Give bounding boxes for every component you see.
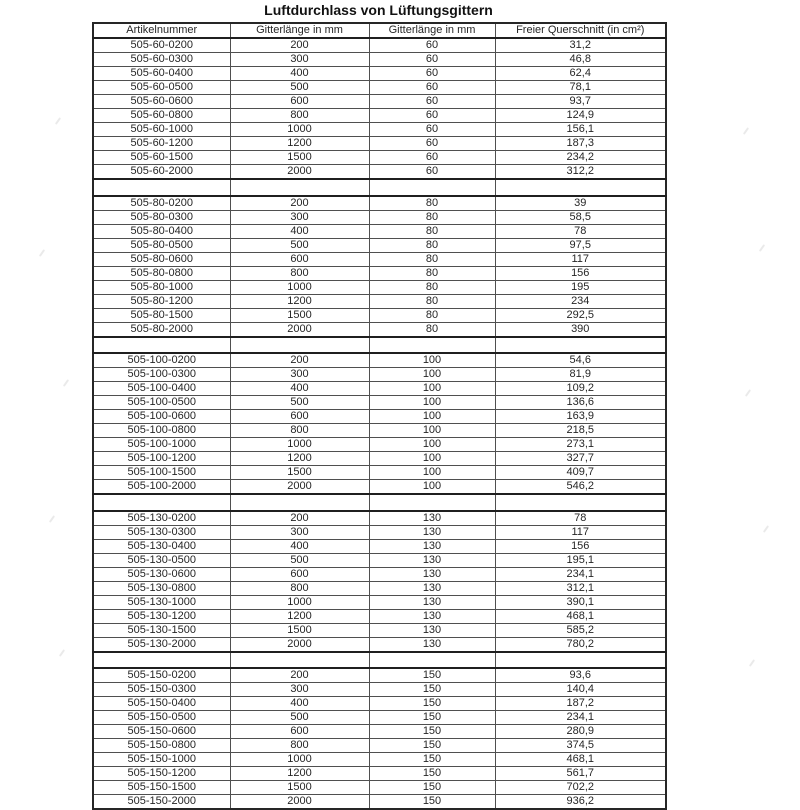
table-cell: 1200 [230,452,369,466]
table-cell: 505-100-2000 [93,480,230,495]
table-cell: 400 [230,224,369,238]
table-cell: 130 [369,637,495,652]
table-cell: 300 [230,525,369,539]
table-row [93,165,666,180]
table-cell: 187,3 [495,137,666,151]
table-cell: 80 [369,224,495,238]
table-cell: 130 [369,525,495,539]
table-cell: 505-130-0300 [93,525,230,539]
table-cell: 100 [369,368,495,382]
table-cell: 505-150-1500 [93,781,230,795]
table-cell: 150 [369,683,495,697]
table-cell: 505-100-0400 [93,382,230,396]
spacer-row [93,337,666,354]
table-cell: 505-150-0400 [93,697,230,711]
table-row [93,53,666,67]
table-cell: 600 [230,410,369,424]
table-row [93,438,666,452]
table-cell: 117 [495,525,666,539]
table-cell: 150 [369,795,495,810]
table-cell: 505-80-1500 [93,308,230,322]
table-cell: 100 [369,438,495,452]
table-row [93,539,666,553]
table-cell: 81,9 [495,368,666,382]
table-cell: 130 [369,567,495,581]
table-row [93,81,666,95]
watermark-speck [49,515,55,523]
spacer-cell [93,179,230,196]
table-cell: 505-150-1200 [93,767,230,781]
table-cell: 505-60-0600 [93,95,230,109]
table-cell: 300 [230,210,369,224]
table-row [93,308,666,322]
table-cell: 505-80-0600 [93,252,230,266]
table-cell: 60 [369,165,495,180]
table-cell: 78,1 [495,81,666,95]
table-cell: 500 [230,396,369,410]
table-cell: 505-130-0200 [93,511,230,526]
table-cell: 234 [495,294,666,308]
spacer-cell [230,652,369,669]
table-row [93,466,666,480]
table-cell: 80 [369,196,495,211]
table-cell: 600 [230,567,369,581]
table-row [93,280,666,294]
table-cell: 60 [369,151,495,165]
table-cell: 100 [369,410,495,424]
table-row [93,781,666,795]
table-cell: 130 [369,581,495,595]
table-cell: 78 [495,511,666,526]
spacer-cell [93,337,230,354]
table-cell: 109,2 [495,382,666,396]
table-cell: 1500 [230,308,369,322]
table-cell: 60 [369,81,495,95]
table-cell: 234,1 [495,567,666,581]
table-cell: 2000 [230,637,369,652]
table-cell: 505-150-1000 [93,753,230,767]
table-cell: 468,1 [495,609,666,623]
table-cell: 80 [369,210,495,224]
table-cell: 505-130-2000 [93,637,230,652]
table-cell: 60 [369,95,495,109]
table-cell: 300 [230,53,369,67]
table-cell: 195 [495,280,666,294]
table-row [93,480,666,495]
column-header: Gitterlänge in mm [230,23,369,38]
table-cell: 200 [230,511,369,526]
table-cell: 600 [230,725,369,739]
table-cell: 156 [495,539,666,553]
table-cell: 505-60-1500 [93,151,230,165]
table-header-row [93,23,666,38]
table-cell: 273,1 [495,438,666,452]
page-title: Luftdurchlass von Lüftungsgittern [264,2,493,18]
table-cell: 100 [369,452,495,466]
watermark-speck [39,249,45,257]
table-cell: 2000 [230,322,369,337]
table-row [93,137,666,151]
table-row [93,67,666,81]
table-cell: 130 [369,595,495,609]
table-cell: 505-100-0800 [93,424,230,438]
table-cell: 93,7 [495,95,666,109]
table-cell: 1000 [230,753,369,767]
table-cell: 505-100-0500 [93,396,230,410]
table-cell: 156 [495,266,666,280]
table-cell: 58,5 [495,210,666,224]
table-cell: 505-130-0600 [93,567,230,581]
table-cell: 505-100-1200 [93,452,230,466]
spacer-row [93,494,666,511]
table-row [93,196,666,211]
table-cell: 280,9 [495,725,666,739]
table-cell: 60 [369,137,495,151]
table-cell: 505-100-1000 [93,438,230,452]
table-cell: 2000 [230,480,369,495]
table-cell: 936,2 [495,795,666,810]
column-header: Gitterlänge in mm [369,23,495,38]
watermark-speck [763,525,769,533]
table-cell: 80 [369,294,495,308]
table-cell: 505-60-0500 [93,81,230,95]
table-cell: 150 [369,668,495,683]
document-sheet [92,2,665,810]
table-row [93,210,666,224]
table-cell: 585,2 [495,623,666,637]
table-row [93,711,666,725]
table-cell: 400 [230,382,369,396]
table-cell: 505-80-0200 [93,196,230,211]
table-row [93,322,666,337]
table-row [93,252,666,266]
table-cell: 500 [230,238,369,252]
table-row [93,668,666,683]
table-cell: 1500 [230,781,369,795]
table-row [93,238,666,252]
table-cell: 300 [230,368,369,382]
watermark-speck [745,389,751,397]
table-cell: 505-100-0600 [93,410,230,424]
table-cell: 400 [230,67,369,81]
table-cell: 505-150-0300 [93,683,230,697]
spacer-cell [230,179,369,196]
spacer-cell [230,494,369,511]
table-cell: 505-150-0800 [93,739,230,753]
table-row [93,266,666,280]
table-cell: 60 [369,123,495,137]
table-cell: 800 [230,424,369,438]
table-row [93,609,666,623]
table-cell: 505-80-0500 [93,238,230,252]
column-header: Artikelnummer [93,23,230,38]
table-cell: 505-130-0800 [93,581,230,595]
table-cell: 390 [495,322,666,337]
table-cell: 409,7 [495,466,666,480]
table-cell: 200 [230,668,369,683]
spacer-cell [495,494,666,511]
table-cell: 561,7 [495,767,666,781]
table-cell: 800 [230,581,369,595]
table-cell: 505-130-1000 [93,595,230,609]
spacer-cell [369,652,495,669]
table-row [93,581,666,595]
table-row [93,637,666,652]
table-cell: 1000 [230,280,369,294]
spacer-cell [369,179,495,196]
table-row [93,683,666,697]
table-cell: 46,8 [495,53,666,67]
table-row [93,452,666,466]
table-cell: 62,4 [495,67,666,81]
table-cell: 195,1 [495,553,666,567]
table-row [93,38,666,53]
table-cell: 80 [369,308,495,322]
table-cell: 1200 [230,294,369,308]
table-cell: 1000 [230,595,369,609]
table-cell: 1000 [230,438,369,452]
table-row [93,697,666,711]
watermark-speck [59,649,65,657]
table-row [93,353,666,368]
table-cell: 505-80-2000 [93,322,230,337]
table-cell: 163,9 [495,410,666,424]
table-cell: 31,2 [495,38,666,53]
table-cell: 124,9 [495,109,666,123]
column-header: Freier Querschnitt (in cm²) [495,23,666,38]
table-row [93,739,666,753]
table-cell: 130 [369,539,495,553]
table-cell: 140,4 [495,683,666,697]
table-cell: 400 [230,697,369,711]
table-cell: 1500 [230,623,369,637]
table-cell: 150 [369,697,495,711]
spacer-cell [93,494,230,511]
table-row [93,511,666,526]
table-cell: 2000 [230,795,369,810]
table-cell: 150 [369,767,495,781]
table-cell: 80 [369,322,495,337]
table-cell: 130 [369,609,495,623]
table-cell: 80 [369,238,495,252]
table-cell: 505-60-1200 [93,137,230,151]
table-cell: 390,1 [495,595,666,609]
table-cell: 505-150-0200 [93,668,230,683]
table-row [93,525,666,539]
table-cell: 1200 [230,767,369,781]
table-cell: 800 [230,739,369,753]
table-cell: 150 [369,711,495,725]
table-cell: 1500 [230,151,369,165]
watermark-speck [743,127,749,135]
table-cell: 505-100-1500 [93,466,230,480]
table-cell: 505-150-0500 [93,711,230,725]
table-cell: 505-150-0600 [93,725,230,739]
table-cell: 39 [495,196,666,211]
table-cell: 505-150-2000 [93,795,230,810]
table-cell: 505-130-0400 [93,539,230,553]
table-cell: 80 [369,266,495,280]
table-cell: 780,2 [495,637,666,652]
table-cell: 505-130-1200 [93,609,230,623]
table-cell: 234,1 [495,711,666,725]
table-cell: 117 [495,252,666,266]
table-row [93,294,666,308]
table-cell: 100 [369,480,495,495]
table-cell: 546,2 [495,480,666,495]
table-cell: 130 [369,553,495,567]
table-cell: 1200 [230,609,369,623]
table-cell: 150 [369,753,495,767]
table-cell: 150 [369,725,495,739]
table-cell: 505-100-0200 [93,353,230,368]
table-cell: 200 [230,353,369,368]
table-cell: 505-60-1000 [93,123,230,137]
table-cell: 702,2 [495,781,666,795]
air-passage-table [92,22,667,810]
spacer-cell [369,494,495,511]
table-cell: 200 [230,196,369,211]
table-cell: 218,5 [495,424,666,438]
table-cell: 1200 [230,137,369,151]
table-row [93,595,666,609]
table-cell: 156,1 [495,123,666,137]
table-cell: 505-100-0300 [93,368,230,382]
table-cell: 800 [230,109,369,123]
table-cell: 505-60-2000 [93,165,230,180]
table-cell: 100 [369,466,495,480]
table-row [93,567,666,581]
table-cell: 374,5 [495,739,666,753]
table-cell: 200 [230,38,369,53]
table-cell: 187,2 [495,697,666,711]
table-cell: 80 [369,280,495,294]
table-cell: 505-80-0400 [93,224,230,238]
watermark-speck [749,659,755,667]
table-cell: 54,6 [495,353,666,368]
table-cell: 505-130-0500 [93,553,230,567]
table-row [93,410,666,424]
table-row [93,553,666,567]
table-cell: 500 [230,553,369,567]
spacer-cell [495,179,666,196]
table-row [93,151,666,165]
spacer-row [93,652,666,669]
table-row [93,109,666,123]
table-cell: 100 [369,353,495,368]
table-cell: 78 [495,224,666,238]
table-cell: 100 [369,424,495,438]
table-cell: 505-60-0800 [93,109,230,123]
table-cell: 505-80-1200 [93,294,230,308]
table-row [93,382,666,396]
table-row [93,368,666,382]
table-cell: 100 [369,396,495,410]
table-cell: 80 [369,252,495,266]
table-cell: 505-80-0300 [93,210,230,224]
table-cell: 2000 [230,165,369,180]
table-cell: 60 [369,67,495,81]
table-cell: 312,2 [495,165,666,180]
table-row [93,725,666,739]
table-row [93,123,666,137]
table-cell: 800 [230,266,369,280]
spacer-cell [495,337,666,354]
table-cell: 60 [369,38,495,53]
table-cell: 505-80-0800 [93,266,230,280]
table-cell: 500 [230,711,369,725]
table-cell: 93,6 [495,668,666,683]
table-cell: 468,1 [495,753,666,767]
table-cell: 60 [369,109,495,123]
table-row [93,224,666,238]
table-cell: 505-60-0300 [93,53,230,67]
table-cell: 400 [230,539,369,553]
table-cell: 600 [230,95,369,109]
spacer-cell [369,337,495,354]
spacer-row [93,179,666,196]
spacer-cell [93,652,230,669]
table-body [93,38,666,809]
spacer-cell [495,652,666,669]
table-cell: 292,5 [495,308,666,322]
table-cell: 234,2 [495,151,666,165]
table-cell: 1000 [230,123,369,137]
table-row [93,623,666,637]
table-cell: 150 [369,781,495,795]
table-cell: 505-130-1500 [93,623,230,637]
table-cell: 100 [369,382,495,396]
table-cell: 312,1 [495,581,666,595]
table-row [93,753,666,767]
table-cell: 505-80-1000 [93,280,230,294]
table-row [93,767,666,781]
table-row [93,396,666,410]
table-cell: 60 [369,53,495,67]
table-row [93,95,666,109]
watermark-speck [63,379,69,387]
table-cell: 505-60-0400 [93,67,230,81]
table-row [93,424,666,438]
table-cell: 505-60-0200 [93,38,230,53]
spacer-cell [230,337,369,354]
table-row [93,795,666,810]
table-cell: 1500 [230,466,369,480]
table-cell: 136,6 [495,396,666,410]
table-cell: 150 [369,739,495,753]
table-cell: 327,7 [495,452,666,466]
table-cell: 300 [230,683,369,697]
table-cell: 130 [369,623,495,637]
watermark-speck [55,117,61,125]
table-cell: 600 [230,252,369,266]
table-cell: 500 [230,81,369,95]
watermark-speck [759,244,765,252]
table-cell: 97,5 [495,238,666,252]
table-cell: 130 [369,511,495,526]
